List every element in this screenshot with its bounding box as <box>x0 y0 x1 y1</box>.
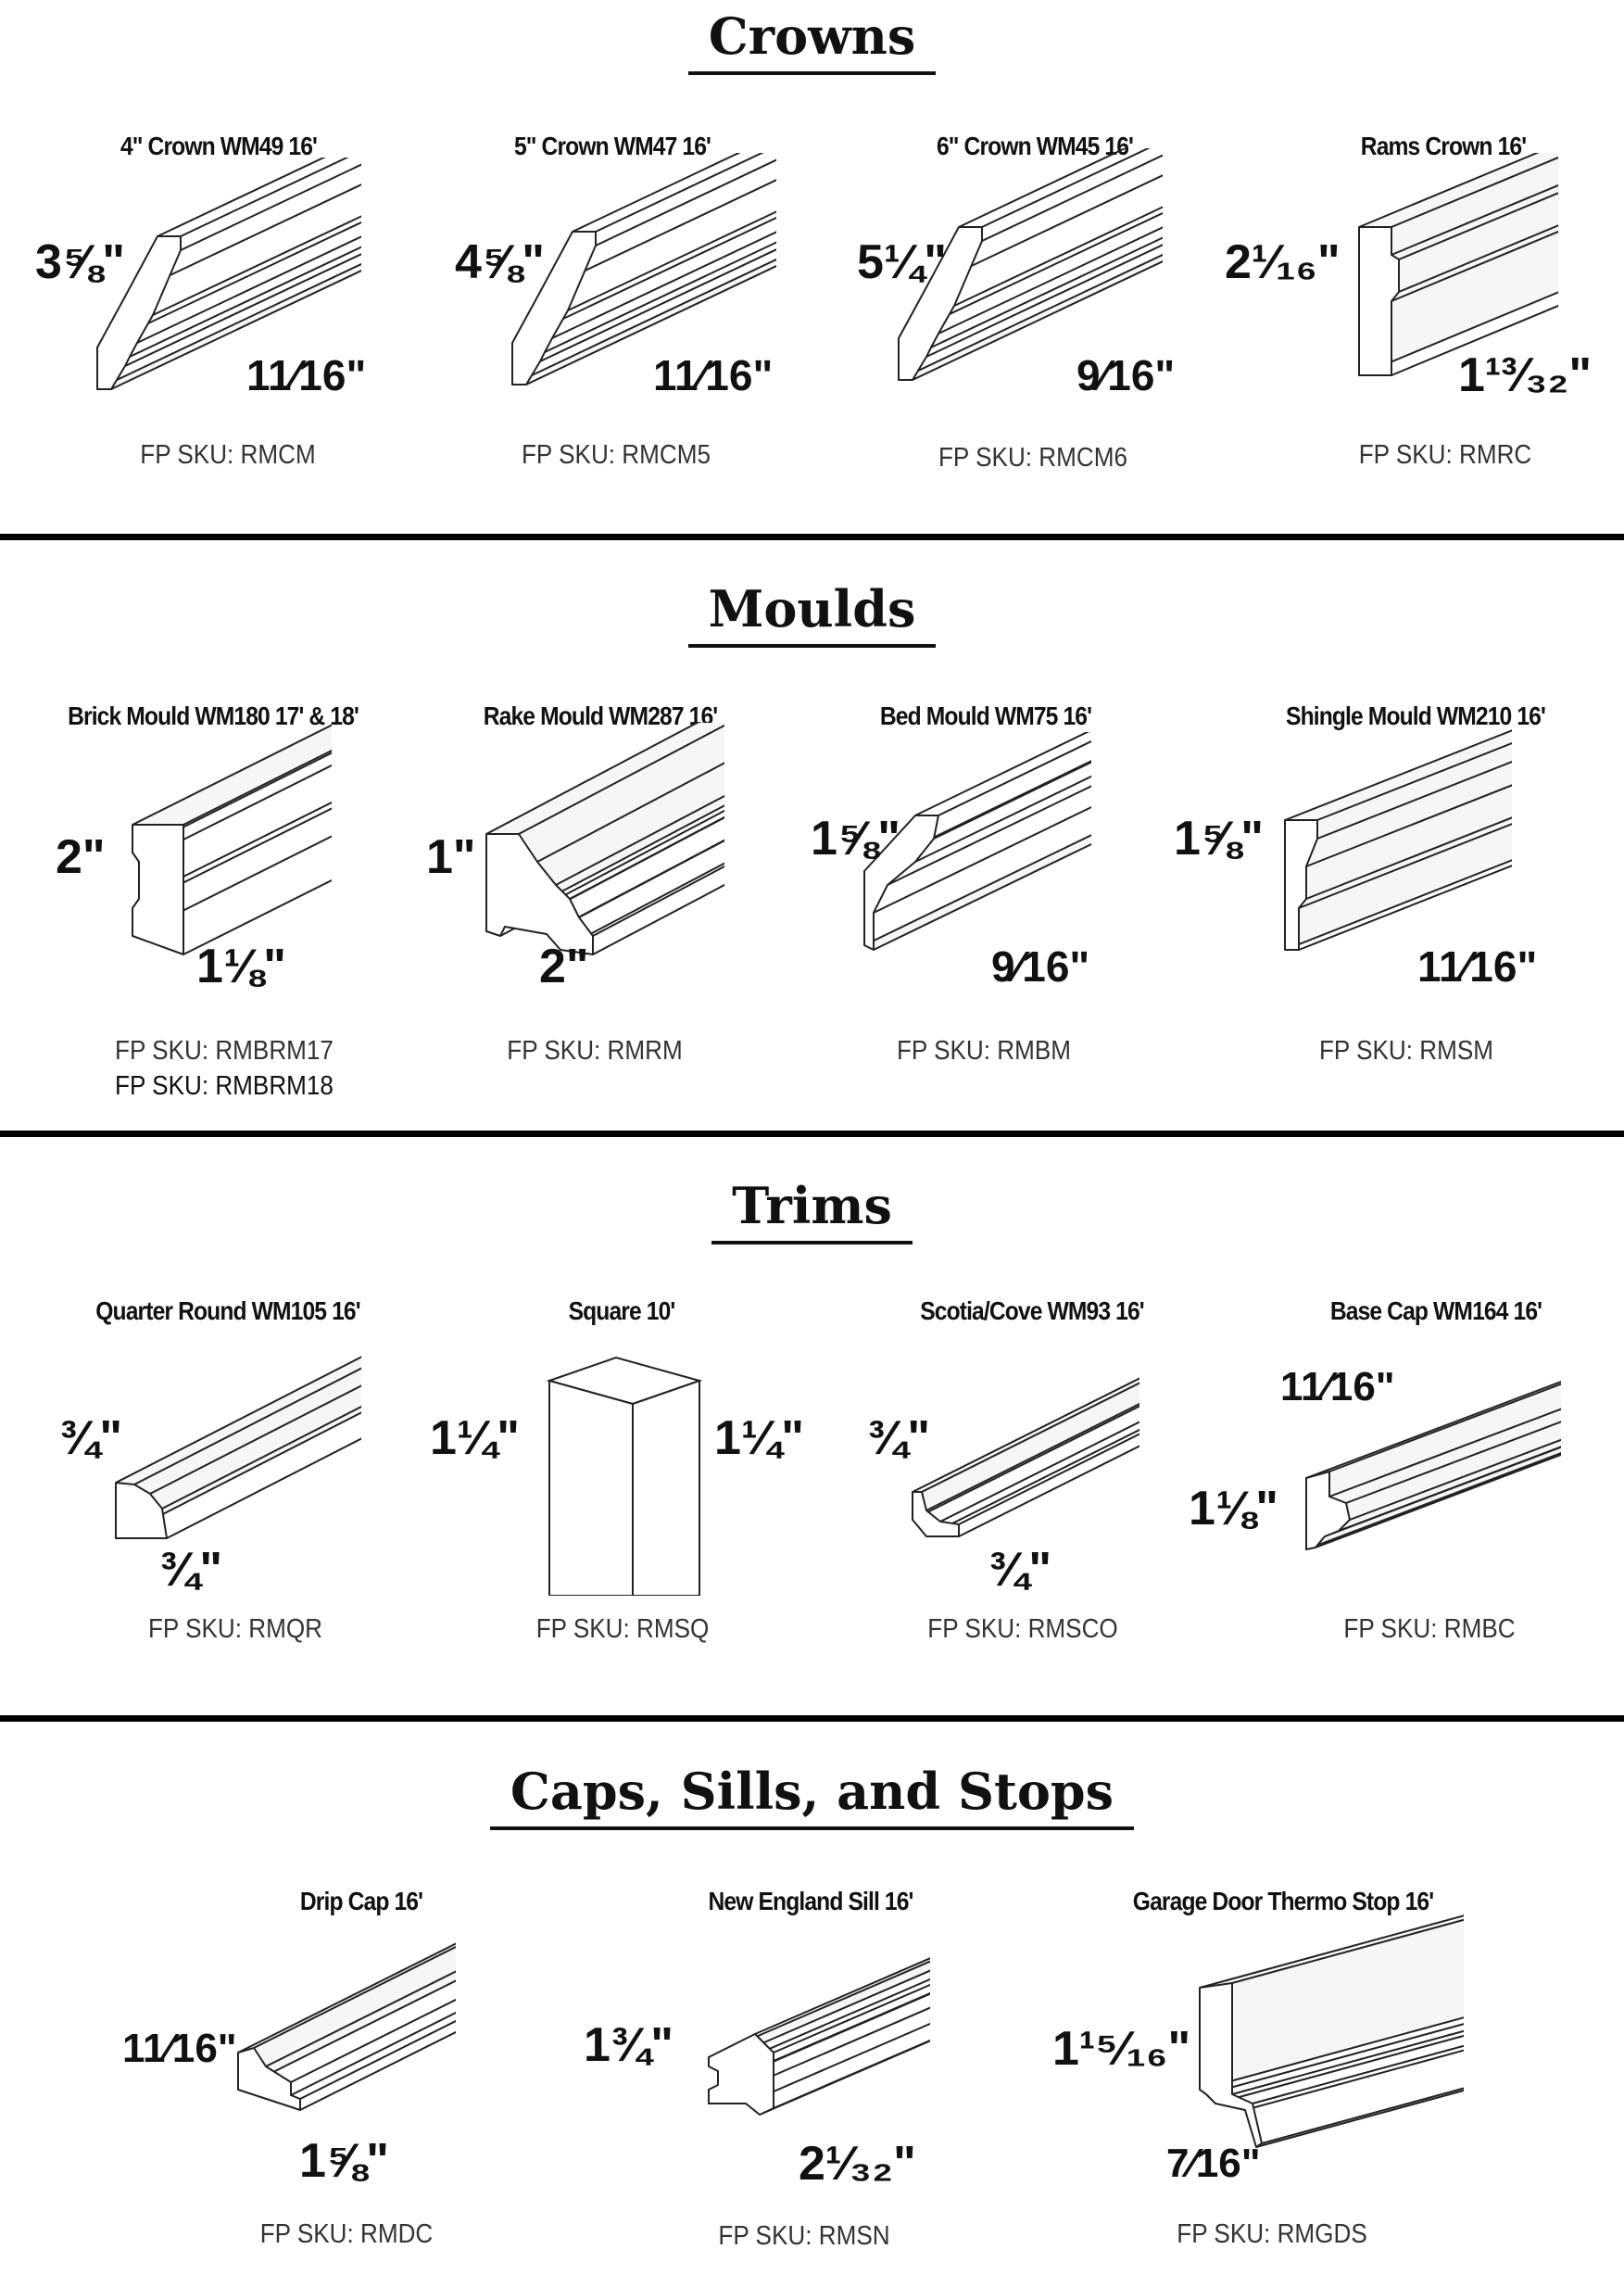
dimension-height: 1¾" <box>584 2018 674 2072</box>
item-title: Quarter Round WM105 16' <box>95 1296 360 1325</box>
item-title: Base Cap WM164 16' <box>1329 1296 1542 1325</box>
sku-label-secondary: FP SKU: RMBRM18 <box>115 1071 334 1101</box>
extrusion-edge <box>915 732 1091 862</box>
profile-end-face <box>709 2034 774 2115</box>
sku-label: FP SKU: RMRC <box>1358 440 1532 470</box>
dimension-thickness: 1¹³⁄₃₂" <box>1458 348 1593 402</box>
dimension-width: ¾" <box>988 1543 1052 1597</box>
dimension-thickness: 9⁄16" <box>991 942 1090 991</box>
extrusion-edge <box>755 1909 930 2034</box>
dimension-width: 2" <box>539 940 589 993</box>
item-title: 4" Crown WM49 16' <box>120 132 318 160</box>
sku-label: FP SKU: RMBRM17 <box>115 1036 334 1066</box>
item-title: 6" Crown WM45 16' <box>936 132 1134 160</box>
dimension-width: ¾" <box>159 1543 223 1597</box>
dimension-height: 3⅝" <box>35 235 125 289</box>
extrusion-edge <box>157 158 361 236</box>
section-title-trims: Trims <box>0 1179 1624 1245</box>
new-england-sill-drawing <box>704 1909 930 2150</box>
dimension-height: 1¹⁵⁄₁₆" <box>1052 2022 1191 2076</box>
item-title: Shingle Mould WM210 16' <box>1286 701 1545 730</box>
dimension-thickness: 7⁄16" <box>1166 2141 1261 2186</box>
sku-label: FP SKU: RMCM <box>140 440 316 470</box>
scotia-cove-drawing <box>908 1325 1139 1566</box>
dimension-height: 1⅛" <box>1189 1482 1278 1535</box>
drip-cap-drawing <box>233 1914 456 2154</box>
dimension-height: 11⁄16" <box>122 2026 237 2071</box>
sku-label: FP SKU: RMSQ <box>535 1614 710 1644</box>
dimension-height: ¾" <box>867 1411 931 1465</box>
section-divider <box>0 1715 1624 1722</box>
sku-label: FP SKU: RMRM <box>507 1036 683 1066</box>
sku-label: FP SKU: RMQR <box>147 1614 323 1644</box>
extrusion-edge <box>573 153 776 232</box>
dimension-height: 1" <box>426 830 476 884</box>
dimension-width-right: 1¼" <box>714 1411 804 1465</box>
moulding-body <box>1200 1904 1464 2147</box>
extrusion-edge <box>596 153 776 246</box>
extrusion-edge <box>934 732 1091 839</box>
item-title: Rake Mould WM287 16' <box>483 701 718 730</box>
rake-mould-drawing <box>482 723 724 964</box>
dimension-width: 2¹⁄₃₂" <box>799 2137 916 2191</box>
square-left-face <box>549 1381 633 1596</box>
dimension-width-left: 1¼" <box>430 1411 520 1465</box>
extrusion-edge <box>959 148 1163 227</box>
section-divider <box>0 534 1624 540</box>
moulding-body <box>913 1325 1139 1536</box>
dimension-thickness: 11⁄16" <box>653 351 774 399</box>
sku-label: FP SKU: RMSCO <box>927 1614 1118 1644</box>
dimension-height: 1⅝" <box>811 812 900 866</box>
item-title: Garage Door Thermo Stop 16' <box>1132 1887 1434 1915</box>
quarter-round-drawing <box>111 1325 361 1566</box>
dimension-height: 2" <box>56 830 106 884</box>
dimension-height: 1⅝" <box>1174 812 1264 866</box>
item-title: New England Sill 16' <box>708 1887 913 1915</box>
sku-label: FP SKU: RMCM6 <box>938 443 1127 473</box>
square-right-face <box>633 1381 699 1596</box>
extrusion-edge <box>982 148 1163 241</box>
shingle-mould-drawing <box>1280 727 1512 968</box>
extrusion-edge <box>132 723 332 825</box>
section-title-moulds: Moulds <box>0 582 1624 648</box>
sku-label: FP SKU: RMCM5 <box>521 440 711 470</box>
item-title: Brick Mould WM180 17' & 18' <box>68 701 359 730</box>
sku-label: FP SKU: RMSM <box>1318 1036 1494 1066</box>
dimension-height: 2¹⁄₁₆" <box>1225 235 1341 289</box>
item-title: Drip Cap 16' <box>299 1887 423 1915</box>
sku-label: FP SKU: RMGDS <box>1177 2219 1367 2249</box>
section-title-caps-sills-stops: Caps, Sills, and Stops <box>0 1764 1624 1830</box>
profile-end-face <box>132 825 183 954</box>
extrusion-edge <box>181 158 361 250</box>
dimension-height: ¾" <box>59 1411 123 1465</box>
section-title-crowns: Crowns <box>0 9 1624 75</box>
item-title: 5" Crown WM47 16' <box>513 132 711 160</box>
square-drawing <box>542 1353 709 1596</box>
extrusion-edge <box>760 1966 930 2115</box>
dimension-width: 1⅛" <box>196 940 286 993</box>
dimension-thickness: 11⁄16" <box>1417 942 1538 991</box>
sku-label: FP SKU: RMDC <box>259 2219 434 2249</box>
dimension-width: 1⅝" <box>299 2134 389 2188</box>
dimension-height: 4⅝" <box>455 235 545 289</box>
sku-label: FP SKU: RMBM <box>896 1036 1072 1066</box>
section-divider <box>0 1131 1624 1137</box>
sku-label: FP SKU: RMBC <box>1343 1614 1516 1644</box>
dimension-thickness: 11⁄16" <box>1280 1364 1395 1409</box>
brick-mould-drawing <box>128 723 332 964</box>
item-title: Square 10' <box>568 1296 675 1325</box>
dimension-height: 5¼" <box>857 235 947 289</box>
item-title: Scotia/Cove WM93 16' <box>920 1296 1144 1325</box>
dimension-thickness: 9⁄16" <box>1076 351 1176 399</box>
sku-label: FP SKU: RMSN <box>718 2221 890 2251</box>
item-title: Bed Mould WM75 16' <box>879 701 1092 730</box>
dimension-thickness: 11⁄16" <box>246 351 367 399</box>
item-title: Rams Crown 16' <box>1360 132 1527 160</box>
